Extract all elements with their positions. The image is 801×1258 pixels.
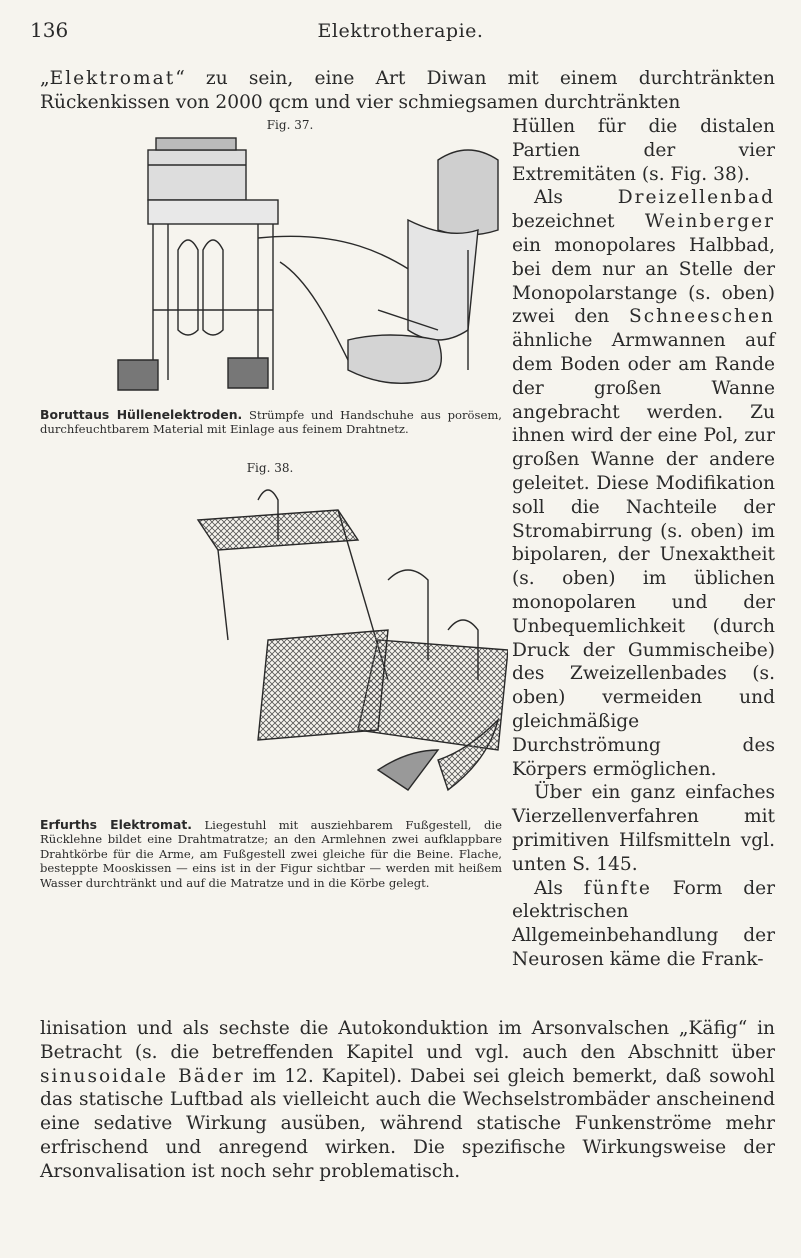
paragraph-col3: Über ein ganz einfaches Vierzellenverfahren mit primitiven Hilfsmitteln vgl. unten S. 145. (512, 782, 775, 875)
emphasis-text: Schneeschen (628, 306, 775, 328)
emphasis-text: Dreizellenbad (617, 187, 775, 209)
paragraph-top (40, 67, 775, 115)
figure-38-caption (40, 818, 502, 890)
page-number: 136 (30, 18, 69, 42)
text-fragment: linisation und als sechste die Autokonduktion im Arsonvalschen „Käfig“ in Betracht (s. die betreffenden Kapitel und vgl. auch den Abschnitt über (40, 1018, 775, 1063)
caption-text: Liegestuhl mit ausziehbarem Fußgestell, die Rücklehne bildet eine Drahtmatratze; an den Armlehnen zwei aufklappbare Drahtkörbe für die Arme, am Fußgestell zwei gleiche für die Beine. Flache, besteppte Mooskissen — eins ist in der Figur sichtbar — werden mit heißem Wasser durchtränkt und auf die Matratze und in die Körbe gelegt. (40, 818, 502, 890)
figure-37-illustration (108, 130, 504, 402)
caption-title: Erfurths Elektromat. (40, 817, 192, 832)
text-fragment: Als (534, 187, 618, 209)
figure-38-label: Fig. 38. (246, 461, 294, 475)
running-title: Elektrotherapie. (317, 20, 484, 42)
text-fragment: im 12. Kapitel). Dabei sei gleich bemerkt, daß sowohl das statische Luftbad als vielleicht auch die Wechselstrombäder anscheinend eine sedative Wirkung ausüben, während statische Funkenströme mehr erfrischend und anregend wirken. Die spezifische Wirkungsweise der Arsonvalisation ist noch sehr problematisch. (40, 1065, 775, 1182)
text-fragment: bezeichnet (512, 211, 645, 233)
text-fragment: ähnliche Armwannen auf dem Boden oder am Rande der großen Wanne angebracht werden. Zu ihnen wird der eine Pol, zur großen Wanne der andere geleitet. Diese Modifikation soll die Nachteile der Stromabirrung (s. oben) im bipolaren, der Unexaktheit (s. oben) im üblichen monopolaren und der Unbequemlichkeit (durch Druck der Gummischeibe) des Zweizellenbades (s. oben) vermeiden und gleichmäßige Durchströmung des Körpers ermöglichen. (512, 330, 775, 780)
paragraph-col1: Hüllen für die distalen Partien der vier Extremitäten (s. Fig. 38). (512, 116, 775, 185)
text-fragment: Form der elektrischen Allgemeinbehandlung der Neurosen käme die Frank- (512, 877, 776, 970)
caption-title: Boruttaus Hüllenelektroden. (40, 407, 243, 422)
figure-37-caption (40, 408, 502, 437)
figure-38-illustration (188, 480, 508, 810)
emphasis-text: fünfte (583, 877, 652, 899)
text-fragment: ein monopolares Halbbad, bei dem nur an Stelle der Monopolarstange (s. oben) zwei den (512, 234, 775, 328)
figure-37-label: Fig. 37. (266, 118, 314, 132)
right-column (512, 115, 775, 972)
text-fragment: Als (534, 877, 584, 899)
emphasis-text: sinusoidale Bäder (40, 1065, 245, 1087)
text-fragment: „ (40, 68, 50, 89)
paragraph-col2 (512, 186, 775, 781)
paragraph-col4 (512, 877, 775, 972)
text-fragment: “ zu sein, eine Art Diwan mit einem durchtränkten Rückenkissen von 2000 qcm und vier schmiegsamen durchtränkten (40, 68, 775, 113)
caption-text: Strümpfe und Handschuhe aus porösem, durchfeuchtbarem Material mit Einlage aus feinem Drahtnetz. (40, 408, 502, 437)
emphasis-text: Weinberger (644, 211, 775, 233)
emphasis-text: Elektromat (49, 68, 176, 89)
paragraph-bottom (40, 1017, 775, 1184)
